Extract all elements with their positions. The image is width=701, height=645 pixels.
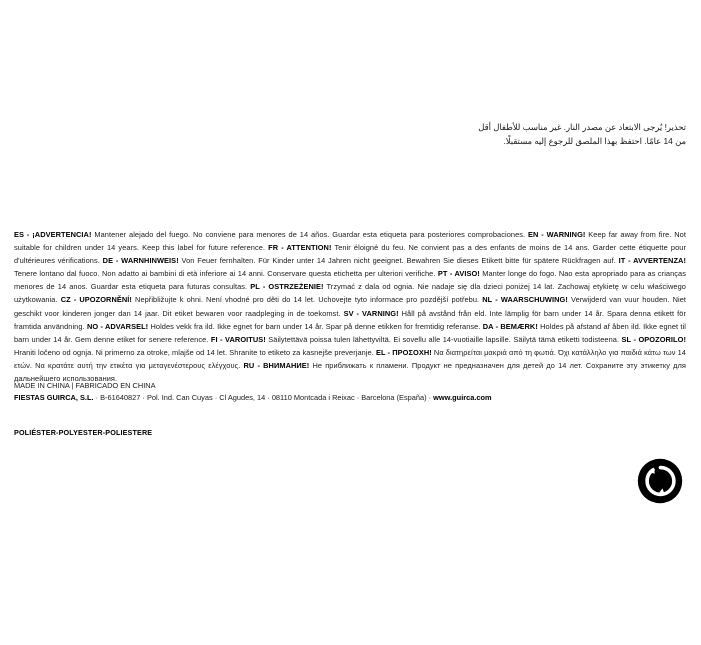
arabic-warning-line-2: من 14 عامًا. احتفظ بهذا الملصق للرجوع إليه مستقبلًا. xyxy=(503,135,686,146)
company-name: FIESTAS GUIRCA, S.L. xyxy=(14,393,94,403)
company-website: www.guirca.com xyxy=(433,393,492,403)
recycle-icon xyxy=(637,458,683,504)
warning-text-block xyxy=(14,228,686,385)
arabic-warning-block xyxy=(436,121,686,148)
company-details: · B-61640827 · Pol. Ind. Can Cuyas · Cl Agudes, 14 · 08110 Montcada i Reixac · Barcelona (España) · xyxy=(93,393,434,403)
material-composition: POLIÉSTER-POLYESTER-POLIESTERE xyxy=(14,428,153,437)
company-line xyxy=(14,392,492,404)
arabic-warning-line-1: تحذير! يُرجى الابتعاد عن مصدر النار. غير مناسب للأطفال أقل xyxy=(478,122,686,132)
made-in-line: MADE IN CHINA | FABRICADO EN CHINA xyxy=(14,381,156,390)
manufacturer-block xyxy=(14,380,492,405)
multilingual-warning-paragraph: ES - ¡ADVERTENCIA! Mantener alejado del fuego. No conviene para menores de 14 años. Guardar esta etiqueta para posteriores comprobaciones. EN - WARNING! Keep far away from fire. Not suitable for children under 14 years. Keep this label for future reference. FR - ATTENTION! Tenir éloigné du feu. Ne convient pas a des enfants de moins de 14 ans. Garder cette étiquette pour d'ultérieures vérifications. DE - WARNHINWEIS! Von Feuer fernhalten. Für Kinder unter 14 Jahren nicht geeignet. Bewahren Sie dieses Etikett bitte für spätere Rückfragen auf. IT - AVVERTENZA! Tenere lontano dal fuoco. Non adatto ai bambini di età inferiore ai 14 anni. Conservare questa etichetta per ulteriori verifiche. PT - AVISO! Manter longe do fogo. Nao esta apropriado para as crianças menores de 14 anos. Guardar esta etiqueta para futuras consultas. PL - OSTRZEŻENIE! Trzymać z dala od ognia. Nie nadaje się dla dzieci poniżej 14 lat. Zachowaj etykietę w celu właściwego użytkowania. CZ - UPOZORNĚNÍ! Nepřibližujte k ohni. Není vhodné pro děti do 14 let. Uchovejte tyto informace pro pozdější potřebu. NL - WAARSCHUWING! Verwijderd van vuur houden. Niet geschikt voor kinderen jonger dan 14 jaar. Dit etiket bewaren voor raadpleging in de toekomst. SV - VARNING! Håll på avstånd från eld. Inte lämplig för barn under 14 år. Spara denna etikett för framtida användning. NO - ADVARSEL! Holdes vekk fra ild. Ikke egnet for barn under 14 år. Spar på denne etikken for fremtidig referanse. DA - BEMÆRK! Holdes på afstand af åben ild. Ikke egnet til barn under 14 år. Gem denne etiket for senere reference. FI - VAROITUS! Säilytettävä poissa tulen lähettyviltä. Ei sovellu alle 14-vuotiaille lapsille. Säilytä tämä etiketti todisteena. SL - OPOZORILO! Hraniti ločeno od ognja. Ni primerno za otroke, mlajše od 14 let. Shranite to etiketo za kasnejše preverjanje. EL - ΠΡΟΣΟΧΗ! Να διατηρεíται μακριά από τη φωτιά. Όχι κατάλληλο για παιδιά κάτω των 14 ετών. Να κρατάτε αυτή την ετικέτα για μεταγενέστερους ελέγχους. RU - ВНИМАНИЕ! Не приближать к пламени. Продукт не предназначен для детей до 14 лет. Сохраните эту этикетку для дальнейшего использования. xyxy=(14,230,687,384)
